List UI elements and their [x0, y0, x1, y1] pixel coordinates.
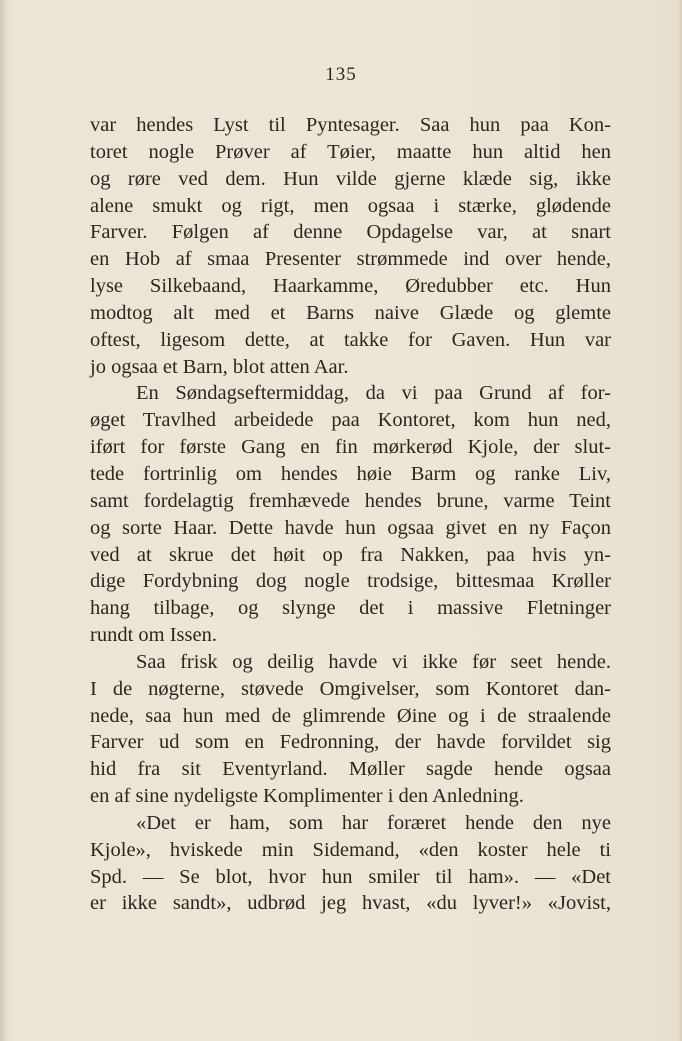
text-line: hang tilbage, og slynge det i massive Fletninger [90, 597, 611, 620]
paragraph-start-line: En Søndagseftermiddag, da vi paa Grund af for- [136, 382, 611, 405]
text-line: øget Travlhed arbeidede paa Kontoret, kom hun ned, [90, 409, 611, 432]
text-line: var hendes Lyst til Pyntesager. Saa hun paa Kon- [90, 114, 611, 136]
text-line: oftest, ligesom dette, at takke for Gaven. Hun var [90, 328, 611, 351]
paragraph-end-line: en af sine nydeligste Komplimenter i den Anledning. [90, 785, 524, 808]
text-line: lyse Silkebaand, Haarkamme, Øredubber etc. Hun [90, 275, 611, 298]
text-line: nede, saa hun med de glimrende Øine og i de straalende [90, 704, 611, 727]
paragraph-end-line: jo ogsaa et Barn, blot atten Aar. [90, 355, 349, 378]
paragraph-end-line: rundt om Issen. [90, 624, 217, 647]
paragraph-start-line: Saa frisk og deilig havde vi ikke før seet hende. [136, 650, 611, 673]
page-left-edge [0, 0, 6, 1041]
page-number: 135 [325, 64, 357, 85]
text-line: er ikke sandt», udbrød jeg hvast, «du lyver!» «Jovist, [90, 892, 611, 915]
text-line: iført for første Gang en fin mørkerød Kjole, der slut- [90, 436, 611, 459]
text-line: Farver. Følgen af denne Opdagelse var, at snart [90, 221, 611, 244]
text-line: alene smukt og rigt, men ogsaa i stærke, glødende [90, 194, 611, 217]
text-line: hid fra sit Eventyrland. Møller sagde hende ogsaa [90, 758, 611, 781]
text-line: Farver ud som en Fedronning, der havde forvildet sig [90, 731, 611, 754]
text-line: Spd. — Se blot, hvor hun smiler til ham». — «Det [90, 865, 611, 888]
body-text [90, 112, 611, 917]
text-line: modtog alt med et Barns naive Glæde og glemte [90, 301, 611, 324]
text-line: og røre ved dem. Hun vilde gjerne klæde sig, ikke [90, 167, 611, 190]
text-line: samt fordelagtig fremhævede hendes brune, varme Teint [90, 489, 611, 512]
text-line: dige Fordybning dog nogle trodsige, bittesmaa Krøller [90, 570, 611, 593]
page-right-edge [678, 0, 682, 1041]
text-line: ved at skrue det høit op fra Nakken, paa hvis yn- [90, 543, 611, 566]
text-line: en Hob af smaa Presenter strømmede ind over hende, [90, 248, 611, 271]
text-line: toret nogle Prøver af Tøier, maatte hun altid hen [90, 140, 611, 163]
text-line: I de nøgterne, støvede Omgivelser, som Kontoret dan- [90, 677, 611, 700]
text-line: og sorte Haar. Dette havde hun ogsaa givet en ny Façon [90, 516, 611, 539]
text-line: Kjole», hviskede min Sidemand, «den koster hele ti [90, 838, 611, 861]
text-line: tede fortrinlig om hendes høie Barm og ranke Liv, [90, 462, 611, 485]
paragraph-start-line: «Det er ham, som har foræret hende den nye [136, 811, 611, 834]
